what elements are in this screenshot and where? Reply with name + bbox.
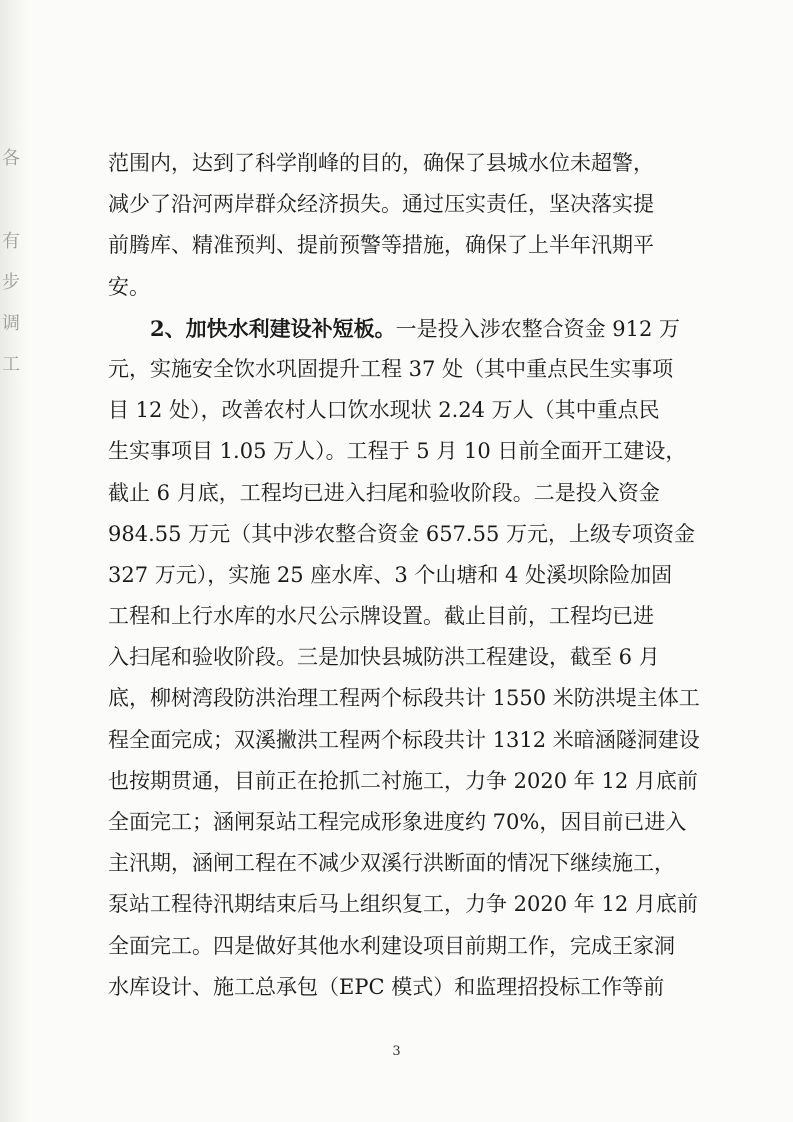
page-number: 3 [392, 1044, 401, 1059]
text-line: 入扫尾和验收阶段。三是加快县城防洪工程建设，截至 6 月 [108, 645, 660, 670]
text-line: 安。 [108, 274, 150, 299]
bleed-char: 各 [2, 148, 20, 169]
bleed-char: 有 [2, 231, 20, 252]
text-line: 泵站工程待汛期结束后马上组织复工，力争 2020 年 12 月底前 [108, 892, 698, 917]
text-line: 水库设计、施工总承包（EPC 模式）和监理招投标工作等前 [108, 974, 665, 999]
text-line: 全面完工；涵闸泵站工程完成形象进度约 70%，因目前已进入 [108, 810, 687, 834]
text-line: 范围内，达到了科学削峰的目的，确保了县城水位未超警， [108, 151, 654, 175]
text-line: 底，柳树湾段防洪治理工程两个标段共计 1550 米防洪堤主体工 [108, 686, 700, 711]
section-2-lead: 一是投入涉农整合资金 912 万 [395, 316, 681, 341]
text-line: 元，实施安全饮水巩固提升工程 37 处（其中重点民生实事项 [108, 356, 674, 381]
bleed-char: 调 [2, 313, 20, 334]
text-line: 984.55 万元（其中涉农整合资金 657.55 万元，上级专项资金 [108, 521, 695, 546]
text-line: 目 12 处），改善农村人口饮水现状 2.24 万人（其中重点民 [108, 398, 660, 423]
text-line: 前腾库、精准预判、提前预警等措施，确保了上半年汛期平 [108, 233, 654, 258]
document-body [108, 143, 700, 1008]
text-line: 主汛期，涵闸工程在不减少双溪行洪断面的情况下继续施工， [108, 851, 675, 876]
section-2-first-line [108, 308, 693, 349]
text-line: 327 万元），实施 25 座水库、3 个山塘和 4 处溪坝除险加固 [108, 562, 673, 587]
text-line: 生实事项目 1.05 万人）。工程于 5 月 10 日前全面开工建设， [108, 439, 687, 464]
text-line: 也按期贯通，目前正在抢抓二衬施工，力争 2020 年 12 月底前 [108, 768, 698, 793]
section-2-heading: 2、加快水利建设补短板。 [150, 315, 396, 341]
adjacent-page-edge [0, 0, 30, 1122]
text-line: 程全面完成；双溪撇洪工程两个标段共计 1312 米暗涵隧洞建设 [108, 727, 700, 752]
text-line: 截止 6 月底，工程均已进入扫尾和验收阶段。二是投入资金 [108, 480, 660, 505]
text-line: 全面完工。四是做好其他水利建设项目前期工作，完成王家洞 [108, 933, 675, 958]
text-line: 工程和上行水库的水尺公示牌设置。截止目前，工程均已进 [108, 604, 654, 629]
bleed-char: 步 [2, 272, 20, 293]
text-line: 减少了沿河两岸群众经济损失。通过压实责任，坚决落实提 [108, 192, 654, 217]
bleed-char: 工 [2, 354, 20, 375]
